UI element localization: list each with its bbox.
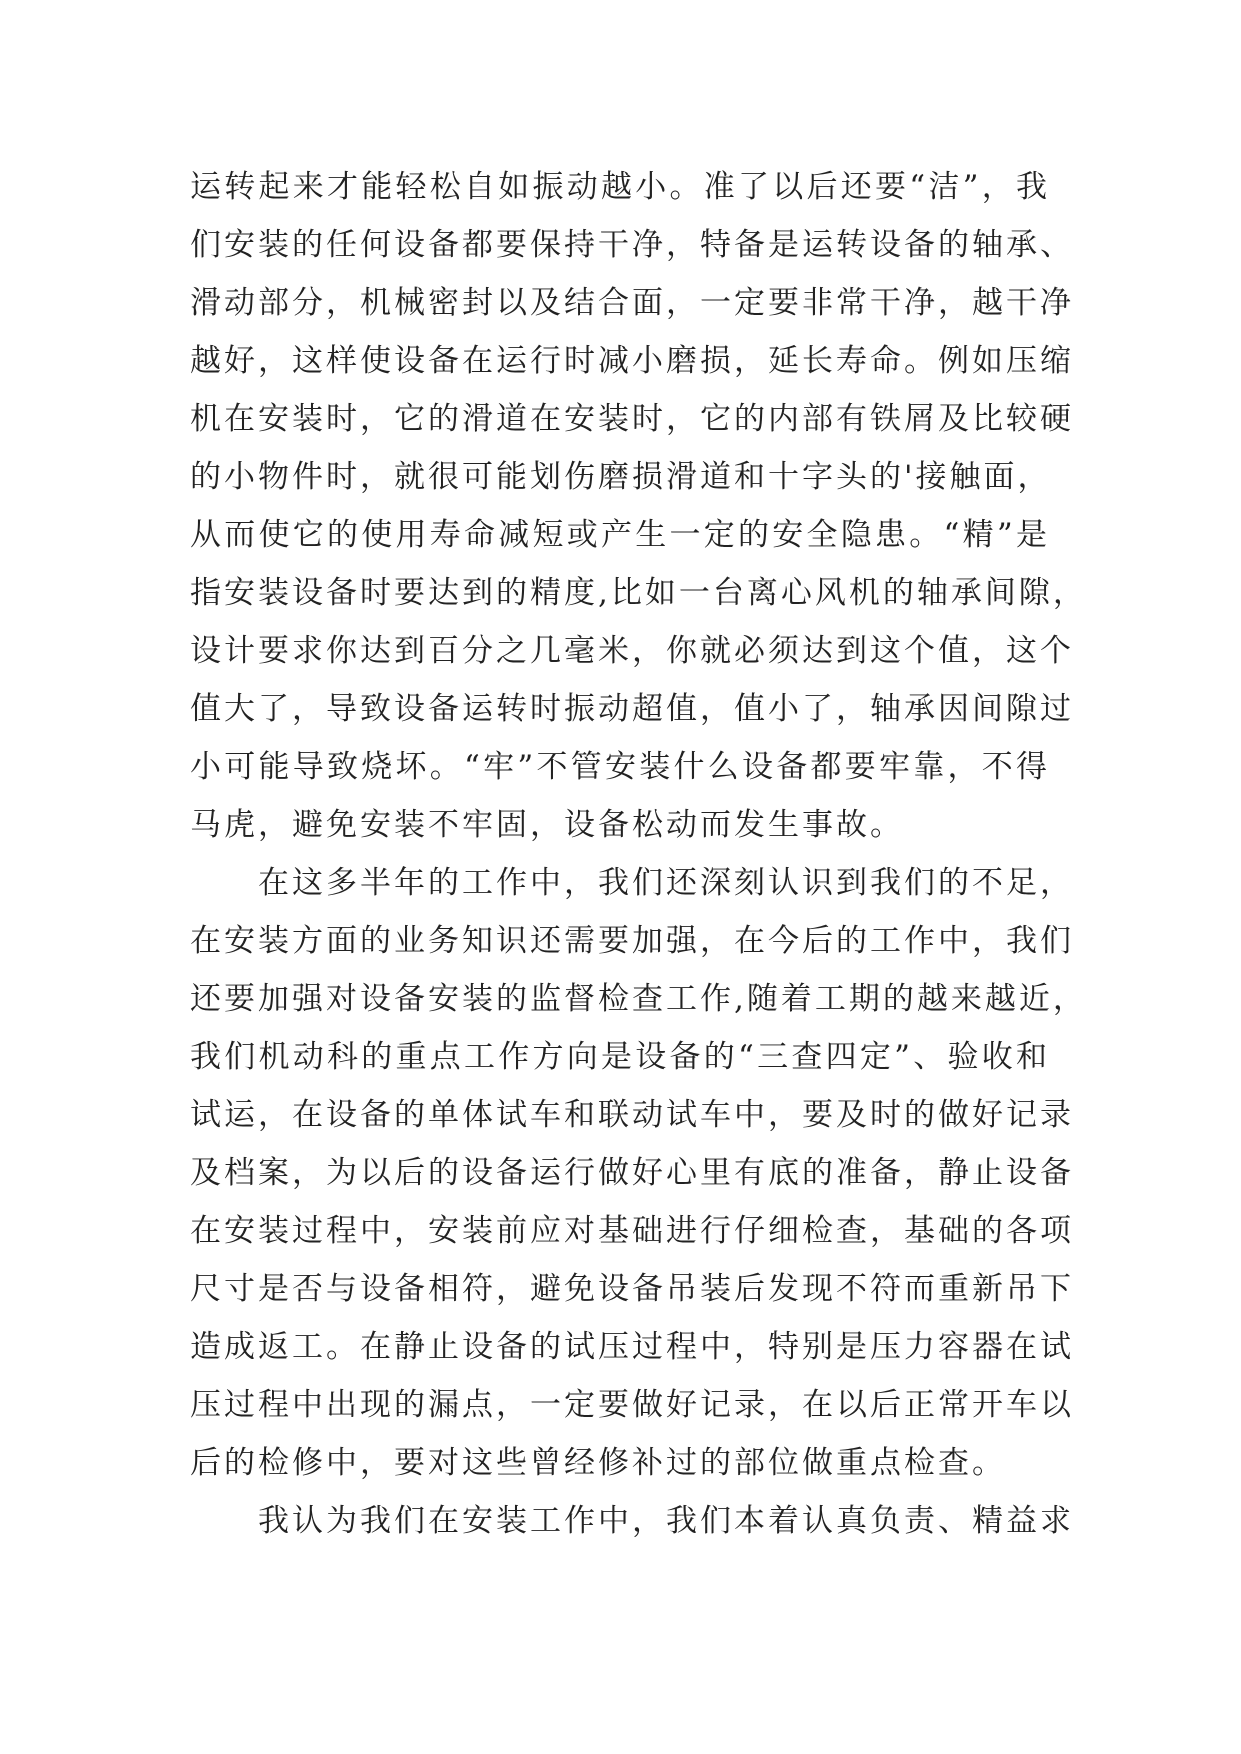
- text-line: 值大了，导致设备运转时振动超值，值小了，轴承因间隙过: [190, 691, 1074, 727]
- text-line: 试运，在设备的单体试车和联动试车中，要及时的做好记录: [190, 1097, 1074, 1133]
- text-line: 还要加强对设备安装的监督检查工作,随着工期的越来越近，: [190, 981, 1087, 1017]
- text-line: 指安装设备时要达到的精度,比如一台离心风机的轴承间隙，: [190, 575, 1087, 611]
- text-line: 在这多半年的工作中，我们还深刻认识到我们的不足，: [190, 865, 1074, 901]
- text-line: 后的检修中，要对这些曾经修补过的部位做重点检查。: [190, 1445, 1006, 1481]
- text-line: 在安装过程中，安装前应对基础进行仔细检查，基础的各项: [190, 1213, 1074, 1249]
- text-line: 设计要求你达到百分之几毫米，你就必须达到这个值，这个: [190, 633, 1074, 669]
- text-line: 造成返工。在静止设备的试压过程中，特别是压力容器在试: [190, 1329, 1074, 1365]
- text-line: 运转起来才能轻松自如振动越小。准了以后还要“洁”，我: [190, 169, 1050, 205]
- text-line: 小可能导致烧坏。“牢”不管安装什么设备都要牢靠，不得: [190, 749, 1050, 785]
- text-line: 滑动部分，机械密封以及结合面，一定要非常干净，越干净: [190, 285, 1074, 321]
- text-line: 我认为我们在安装工作中，我们本着认真负责、精益求: [190, 1503, 1074, 1539]
- text-line: 我们机动科的重点工作方向是设备的“三查四定”、验收和: [190, 1039, 1050, 1075]
- text-line: 尺寸是否与设备相符，避免设备吊装后发现不符而重新吊下: [190, 1271, 1074, 1307]
- text-line: 及档案，为以后的设备运行做好心里有底的准备，静止设备: [190, 1155, 1074, 1191]
- text-line: 从而使它的使用寿命减短或产生一定的安全隐患。“精”是: [190, 517, 1050, 553]
- text-line: 机在安装时，它的滑道在安装时，它的内部有铁屑及比较硬: [190, 401, 1074, 437]
- text-line: 压过程中出现的漏点，一定要做好记录，在以后正常开车以: [190, 1387, 1074, 1423]
- text-line: 们安装的任何设备都要保持干净，特备是运转设备的轴承、: [190, 227, 1074, 263]
- body-text: [190, 158, 1087, 1550]
- text-line: 的小物件时，就很可能划伤磨损滑道和十字头的'接触面，: [190, 459, 1052, 495]
- text-line: 在安装方面的业务知识还需要加强，在今后的工作中，我们: [190, 923, 1074, 959]
- text-line: 马虎，避免安装不牢固，设备松动而发生事故。: [190, 807, 904, 843]
- text-line: 越好，这样使设备在运行时减小磨损，延长寿命。例如压缩: [190, 343, 1074, 379]
